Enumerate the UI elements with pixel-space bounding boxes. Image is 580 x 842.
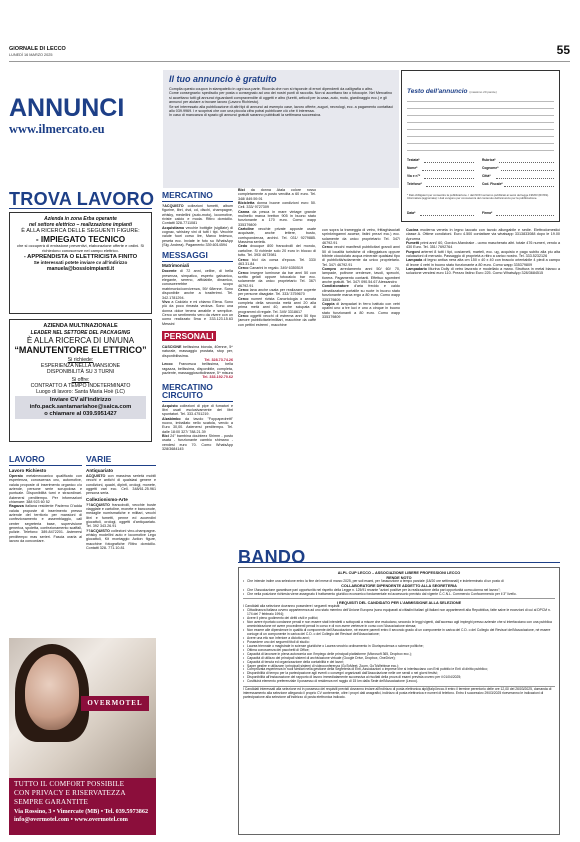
bando-req-heading: I REQUISITI DEL CANDIDATO PER L'AMMISSIONE ALLA SELEZIONE: [336, 600, 462, 605]
list-item: [406, 267, 560, 276]
list-item: [162, 345, 233, 358]
item-lead: ??ACQUISTO: [86, 528, 110, 533]
field-cognome-label: Cognome*: [482, 166, 499, 170]
personali-phone[interactable]: Tel. 328.73.74.26: [204, 357, 233, 362]
list-item: • Che nella posizione richiesta viene assegnato il trattamento giuridico economico fondamentale ed accessorio previsto dal vigente C.C.N.L. Commercio Confcommercio per il 3° livello.: [243, 593, 555, 597]
varie-subtitle: Collezionismo-Arte: [86, 496, 128, 502]
list-item: • Disponibilità di tempo per la partecipazione agli eventi o convegni organizzati dall'Associazione nelle ore serali o nei giorni festivi;: [243, 672, 555, 676]
personali-box: [162, 345, 233, 380]
list-item: [238, 201, 316, 210]
list-item: [238, 271, 316, 288]
item-text: da donna Atala colore rosso completamente a posto vendita a 60 euro. Tel. 348/ 849.59.91: [238, 188, 316, 201]
bando-intro-list: [243, 580, 555, 584]
job-ad-contact: Inviare CV all'indirizzo: [49, 397, 112, 404]
overmotel-address: Via Rossino, 3 • Vimercate (MB) • Tel. 039.5973862: [14, 808, 149, 816]
field-nome-input[interactable]: [422, 170, 474, 171]
list-item: [162, 362, 233, 375]
item-lead: Lampada: [406, 258, 423, 263]
list-item: • Capacità di lavorare in piena autonomia con l'impiego delle principali piattaforme (Microsoft 365, Dropbox ecc.);: [243, 653, 555, 657]
varie-column: [86, 454, 156, 551]
job-ad-phone[interactable]: o chiamare al 039.5951427: [44, 411, 117, 418]
overmotel-web[interactable]: info@overmotel.com • www.overmotel.com: [14, 816, 128, 824]
item-text: collezioni di pipe di fumatori e libri usati esclusivamente dei libri spuntatori. Tel. 333.4751219.: [162, 403, 233, 417]
list-item: [238, 314, 316, 327]
item-lead: Cerco: [238, 257, 249, 262]
item-text: numeri rivista Cancrtologia o annata completa della seconda metà anni 20 alla prima metà anni 40, anche sciupata di programmi di regale. Tel. 349/ 3318617: [238, 296, 317, 314]
item-text: di 72 anni, celibe, di bella presenza, simpatico, esperto galvanico, elegante, sereno, affidabile, dinamico, conosceerebbe scopo matrimonio/convivenza, 59/ 68enne. Sono disponibile anche a trasferirmi. Tel. 342.1781294.: [162, 269, 233, 300]
item-lead: Canna: [238, 209, 250, 214]
overmotel-photo: [9, 638, 156, 778]
coupon-text-line[interactable]: [407, 143, 554, 144]
bando-heading: RENDE NOTO: [386, 575, 412, 580]
annunci-banner: [9, 94, 159, 137]
overmotel-slogan: CON PRIVACY E RISERVATEZZA SEMPRE GARANTITE: [14, 788, 126, 806]
bando-req-intro: I Candidati alla selezione dovranno possedere i seguenti requisiti:: [243, 604, 341, 609]
list-item: • Comprovata esperienza in ruoli similari nella gestione della Segreteria di Enti, Associazioni o imprese che si interfacciano con Enti pubblici e Enti di diritto pubblico;: [243, 668, 555, 672]
list-item: [9, 504, 82, 543]
item-lead: Furgoni: [406, 249, 420, 254]
section-rule: [9, 465, 82, 466]
list-item: [406, 258, 560, 267]
section-rule: [9, 208, 152, 209]
list-item: [406, 228, 560, 241]
job-ad-line: AZIENDA MULTINAZIONALE: [43, 323, 118, 329]
free-ad-paragraph: In caso di mancanza di spazio gli annunci gratuiti saranno pubblicati la settimana successiva.: [169, 113, 322, 118]
field-telefono-label: Telefono*: [407, 182, 422, 186]
item-text: collezioni fumetti, album figurine, libri, dvd, cd, dischi, champagne, whisky, medellini (auto-moto), locomotive, riviste calcio e moda. Ritiro domicilio. Contatti 328-7711081: [162, 204, 233, 226]
list-item: • Cittadinanza italiana ovvero appartenenza ad uno stato membro dell'Unione Europea (sono equiparati ai cittadini italiani gli italiani non appartenenti alla Repubblica, fatte salve le eccezioni di cui al DPCM n. 174 del 7 febbraio 1994);: [243, 609, 555, 617]
item-lead: Cedo: [238, 244, 248, 249]
list-item: [162, 226, 233, 248]
field-via-label: Via e n°*: [407, 174, 421, 178]
list-item: [238, 288, 316, 297]
newspaper-name: GIORNALE DI LECCO: [9, 46, 66, 52]
coupon-word-limit: (massimo 20 parole): [469, 90, 497, 94]
list-item: • Capacità di tenuta ed organizzazione della contabilità e dei lavori;: [243, 661, 555, 665]
list-item: • Non essere alle dipendenze in qualità di componente dell'Associazione, né essere parenti entro il secondo grado di un componente in carica del C.D. o del Collegio dei Revisori dell'Associazione, né essere coniuge di un componente in carica del C.D. o del Collegio dei Revisori dell'Associazione;: [243, 629, 555, 637]
issue-date: LUNEDÌ 16 MARZO 2025: [9, 53, 53, 57]
free-ad-info-box: [163, 70, 399, 188]
field-cognome-input[interactable]: [501, 170, 554, 171]
item-text: 24" bambina doubleez Shimm - posto usata - funzionante cambio shimano - vendesi euro 70. Como WhatsApp 328/3684145: [162, 434, 234, 452]
job-ad-contact-box: [15, 396, 146, 419]
coupon-title: [407, 88, 497, 95]
field-nome-label: Nome*: [407, 166, 418, 170]
item-text: Canarini in regalo. 349/ 6350519: [249, 266, 303, 271]
job-ad-req: ESPERIENZA NELLA MANSIONE: [40, 363, 121, 370]
item-text: moderna veneta in legno laccato con tavolo allungabile e sedie. Elettrodomestici classe A. Ottime condizioni. Euro 4.500 contattare via whatsapp 3313833088 dopo le 19.00 Aprurma: [406, 228, 560, 241]
field-rubrica-label: Rubrica*: [482, 158, 496, 162]
list-item: [162, 269, 233, 299]
field-codfiscale-label: Cod. Fiscale*: [482, 182, 503, 186]
section-title-mercatino-circuito: MERCATINO CIRCUITO: [162, 381, 213, 401]
item-text: di legno antica nera alta cm 150 x 40 x 40 con braccio orientabile 4 piedi a campo di leone 4 vetri in buono stato funzionante a 80 euro. Como wapp 335379809: [406, 258, 560, 267]
item-text: vecchie private apposte usate acquisate, anche lettere, busto, corrispondenza, archivi. Tel. 031/ 9279885. Massima serietà.: [238, 227, 316, 245]
personali-phone[interactable]: Tel. 333.192.70.62: [202, 375, 233, 380]
section-title-messaggi: MESSAGGI: [162, 250, 208, 261]
item-text: d'aria freddo e caldo climatizzatore portatile su ruote in buono stato funzionante marca ergo a 80 euro. Como wapp 335379809: [322, 284, 400, 302]
coupon-text-line[interactable]: [407, 108, 554, 109]
header-divider: [9, 61, 570, 62]
list-item: [322, 245, 400, 267]
item-lead: Ragazza: [9, 504, 24, 509]
item-lead: Cerco: [238, 266, 249, 271]
item-lead: Bici: [238, 188, 245, 192]
list-item: • Laurea triennale o magistrale in scienze giuridiche o Laurea vecchio ordinamento in Giurisprudenza o scienze politiche;: [243, 645, 555, 649]
field-data-input[interactable]: [420, 215, 474, 216]
item-text: bici da corsa d'epoca. Tel. 333/ 463.31.84: [238, 257, 316, 266]
overmotel-slogan: TUTTO IL COMFORT POSSIBILE: [14, 780, 125, 788]
list-item: • Che intende indire una selezione entro la fine del mese di marzo 2025, per soli esami, per l'assunzione a tempo parziale (18/20 ore settimanali) e indeterminato di un posto di: [243, 580, 555, 584]
coupon-text-line[interactable]: [407, 101, 554, 102]
list-item: [238, 227, 316, 244]
list-item: [238, 258, 316, 267]
item-lead: Coppia: [322, 301, 335, 306]
field-via-input[interactable]: [424, 178, 474, 179]
newspaper-header: [9, 46, 66, 57]
item-lead: Cerco: [322, 245, 333, 250]
job-ad-line: Azienda in zona Erba operante: [44, 216, 117, 222]
item-lead: Condizionatore: [322, 284, 349, 289]
item-text: a Calolzio e mi chiamo Elena. Sono più da poco rimasta vedova. Sono una donna dolce tenera amabile e semplice. Cerco un sentimento vero da vivere con un uomo realizzato 5ma e 333.123.15.63 Messini: [162, 299, 233, 326]
item-text: primi anni' 60, Gordon-Mandrake - uomo mascherato altri. totale 476 numeri, vendo a 430 Euro. Tel. 351/ 7692764: [406, 241, 560, 250]
job-ad-role: “MANUTENTORE ELETTRICO”: [14, 345, 147, 355]
mercatino-column: [162, 190, 233, 451]
coupon-text-line[interactable]: [407, 136, 554, 137]
item-lead: Fumetti: [406, 241, 420, 246]
item-lead: ?ACQUISTO: [162, 204, 184, 208]
list-item: [322, 267, 400, 284]
list-item: [238, 297, 316, 314]
item-text: da tavolo "Foppapedretti" nuovo, imballato nello scatola, vendo a Euro 30,00. Astenersi perditempo. Tel. dalle 18:00 327/ 788.21.39: [162, 416, 233, 434]
list-item: • Saper gestire e utilizzare i principali sistemi di videoconferenza (GoToMeet, Zoom, GoToWebinar ecc.);: [243, 665, 555, 669]
job-ad-line: È ALLA RICERCA DI UN/UNA: [26, 335, 135, 345]
job-ad-role: - IMPIEGATO TECNICO: [35, 234, 126, 244]
item-text: con massima serietà mobili vecchi e antichi di qualsiasi genere e condizioni, quadri, dipinti, orologi, monete, oggetti vari ecc. Cell. 348/61.25.961 persona seria.: [86, 474, 156, 496]
list-item: [406, 250, 560, 259]
item-text: con sopra la trameggia di vetro, frittaghiacciati sprinkringamni accese, listini prezzi ecc.) ecc. solamente da unico proprietario Tel. 347/ 46792.91: [322, 228, 400, 246]
list-item: • Avere una età non inferiore a diciotto anni;: [243, 637, 555, 641]
item-text: vecchie bottiglie (sigillate) di cognac, whiskey vini di tutti i tipi. Vecchie valute fuori corso lire, Marco tedesco, peseta ecc. Inviate le foto su WhatsApp (Sig. Andrea). Pagamento 339.6014594: [162, 225, 233, 248]
item-text: Francesca bellissima, bella ragazza, bellissima, disponibile, completa, paziente, massaggiosottolineare, 5^ misura: [162, 362, 233, 375]
job-ad-line: LEADER NEL SETTORE DEL PACKAGING: [30, 329, 131, 336]
overmotel-ad[interactable]: [9, 638, 156, 835]
item-lead: ??ACQUISTO: [86, 502, 110, 507]
section-rule: [86, 465, 156, 466]
item-lead: Cerco: [238, 287, 249, 292]
item-text: bellissima bionda, 40enne, 5^ naturale, massaggio prostata, stop per, disponibilissima.: [162, 344, 233, 358]
section-title-bando: BANDO: [238, 547, 306, 567]
field-telefono-input[interactable]: [426, 186, 474, 187]
item-text: metalmeccanico qualificato con esperienza, conoscenza cnc, automotive, valuta proposte di inserimento organico c/o aziende, persone serie scrupolosa e puntuale. Disponibilità turni e straordinari. Astenersi perditempo. Per informazioni chiamare: 388 923 60 52: [9, 474, 82, 505]
item-lead: Lecco: [162, 362, 173, 367]
section-title-trova-lavoro: TROVA LAVORO: [9, 189, 155, 209]
item-text: francobolli, vecchie buste viaggiate e cartoline, monete e banconote, medaglie numismatiche e militari, vecchi libri e fumetti, penne ed accendini giocattoli, orologi, oggetti d'antiquariato. Tel. 392 343.26.91: [86, 502, 156, 529]
job-ad-electrical: [9, 212, 152, 314]
model-face: [25, 654, 79, 730]
coupon-text-line[interactable]: [407, 115, 554, 116]
job-ad-offer-title: Si offre:: [71, 376, 90, 383]
annunci-url[interactable]: www.ilmercato.eu: [9, 122, 105, 136]
free-ad-paragraph: Compila questo coupon in stampatello in ogni sua parte. Ricorda che non si risponde di errori dipendenti da calligrafia o altro.: [169, 87, 374, 91]
section-title-varie: VARIE: [86, 454, 112, 464]
mercatino-column-4: [322, 228, 400, 319]
item-text: Murina Dolly di vetro lavorato e modellato a mano. Struttura in metal bianco a soluzione vendesi euro 110. Prezzo listino Euro 225. Como WhatsApp 328/3684515: [406, 267, 560, 276]
field-citta-label: Città*: [482, 174, 491, 178]
list-item: [86, 529, 156, 551]
job-ad-req: DISPONIBILITÀ SU 3 TURNI: [46, 369, 115, 376]
ad-coupon-form: [401, 70, 560, 222]
item-text: lana anche usata per realizzare coperte per persone disagiate. Tel. 333/ 3759670: [238, 287, 317, 297]
field-rubrica-input[interactable]: [499, 162, 554, 163]
list-item: • Avere il pieno godimento dei diritti civili e politici;: [243, 617, 555, 621]
list-item: • Che l'Associazione garantisce pari opportunità nel rispetto della Legge n. 125/91 recante "azioni positive per la realizzazione della pari opportunità uomo-donna nel lavoro";: [243, 589, 555, 593]
messaggi-subtitle: Matrimoniali: [162, 263, 190, 269]
item-lead: Alzabimbo: [162, 416, 181, 421]
list-item: • Possedere uno dei seguenti titoli di studio:: [243, 641, 555, 645]
list-item: • Ottima conoscenza del pacchetti di Office;: [243, 649, 555, 653]
annunci-title: ANNUNCI: [9, 94, 125, 122]
list-item: • Capacità di utilizzo dei principali sistemi di archiviazione virtuale (Google Drive, Dropbox, OneDrive);: [243, 657, 555, 661]
item-text: arredamento anni 50/ 60/ 70, lampade, poltrone credenze, tavoli, specchi, tiorera. Pagamento contanti. Effettuo sgomberi anche gratuiti. Tel. 347/ 090.54.67 Alessandro: [322, 267, 400, 285]
item-lead: Lampadario: [406, 267, 427, 272]
list-item: [238, 188, 316, 201]
item-text: vecchi manifesti pubblicitari grandi anni 50 di località turistiche di villeggiatura oppure bibinte ciocciolato acqua minerale qualsiasi tipo di pubblicità/solamente da unico proprietario. Tel. 347/ 46792.91: [322, 245, 400, 267]
item-lead: Acquisto: [162, 403, 178, 408]
item-text: insegne luminose da bar anni 50 con scritto gelati oppure totocalcio bar ecc. solamente da unico proprietario Tel. 367/ 46792.91: [238, 270, 316, 288]
item-text: da pesca in mare vintage grande mulinello marca bretton 905 in buono stato funzionante a 170 euro. Como wapp 335379809: [238, 209, 316, 227]
item-lead: Vivo: [162, 299, 170, 304]
item-lead: ACQUISTO: [86, 474, 106, 478]
varie-subtitle: Antiquariato: [86, 468, 114, 473]
field-testata-input[interactable]: [424, 162, 474, 163]
list-item: [238, 244, 316, 257]
job-ad-line: che si occuperà di emissione preventivi, elaborazione offerte e ordini. Si richiedono conoscenze nel campo elettrico.: [16, 243, 145, 253]
item-lead: Compro: [322, 267, 337, 272]
job-ad-line: nel settore elettrico – realizzazione impianti: [28, 222, 133, 228]
list-item: [162, 300, 233, 326]
field-firma-input[interactable]: [496, 215, 554, 216]
job-ad-offer: Luogo di lavoro: Santa Maria Hoè (LC): [36, 389, 125, 396]
list-item: • Costituirà elemento preferenziale il possesso di residenza nel raggio di 15 km dalla Sede dell'Associazione (Lecco).: [243, 680, 555, 684]
list-item: [322, 228, 400, 245]
item-lead: Bicicletta: [238, 201, 255, 206]
list-item: • Non avere riportato condanne penali e non essere stati interdetti o sottoposti a misure che escludano, secondo le leggi vigenti, dall'accesso agli impieghi presso aziende che si interfacciano con una pubblica amministrazione né avere procedimenti penali in corso e di non avere vertenze in corso con l'Associazione stessa;: [243, 621, 555, 629]
item-text: italiana residente Paderno D'adda valuta proposte di inserimento presso aziende del territorio per mansioni di confezionamento e assemblaggio, call center segreteria base, supervisione generica, spoletta, confezionamento scaffali, pulizie. Telefono: 389-8472201. Astenersi perditempo mas serieri. Fascia oraria al lavoro da concordare.: [9, 504, 82, 544]
coupon-text-line[interactable]: [407, 150, 554, 151]
job-ad-role: - APPRENDISTA O ELETTRICISTA FINITO: [23, 253, 138, 260]
page-number: 55: [556, 43, 570, 57]
bando-heading: ALPL CUP LECCO – ASSOCIAZIONE LIBERE PROFESSIONI LECCO: [337, 571, 461, 575]
item-lead: Bici: [162, 434, 169, 439]
list-item: [162, 417, 233, 434]
bando-intro-list: [243, 589, 555, 597]
section-rule: [238, 562, 560, 563]
list-item: • Disponibilità all'instaurazione del rapporto di lavoro immediatamente successiva ai risultati della prova di esami prevista ovvero per il 01/04/2025;: [243, 676, 555, 680]
job-ad-email[interactable]: manuela@bossioimpianti.it: [46, 266, 115, 273]
field-citta-input[interactable]: [496, 178, 554, 179]
job-ad-line: Se interessati potete inviare cv all'indirizzo: [33, 260, 128, 266]
item-lead: Acquistiamo: [162, 225, 185, 230]
overmotel-text: [9, 780, 156, 824]
job-ad-packaging: [9, 319, 152, 442]
coupon-text-line[interactable]: [407, 122, 554, 123]
field-data-label: Data*: [407, 211, 416, 215]
section-title-lavoro: LAVORO: [9, 454, 45, 464]
mercatino-column-5: [406, 228, 560, 276]
free-ad-title: Il tuo annuncio è gratuito: [169, 74, 277, 84]
item-lead: Cucina: [406, 228, 419, 232]
list-item: [162, 204, 233, 226]
bando-divider: [243, 598, 555, 599]
list-item: [86, 503, 156, 529]
item-lead: Docente: [162, 269, 177, 274]
section-title-personali: PERSONALI: [164, 330, 214, 341]
bando-closing: I Candidati interessati alla selezione ed in possesso dei requisiti previsti dovranno inviare all'indirizzo di posta elettronica alpl@alpl.lecco.it entro il termine perentorio delle ore 12,00 del 26/03/2025, domanda di interessamento alla selezione allegando il proprio CV contenente, oltre i propri dati anagrafici, indirizzo di posta elettronica e numeri di telefono. Entro il successivo 29/03/2025 riceveranno le indicazioni di partecipazione alla selezione all'indirizzo di posta elettronica indicato.: [243, 687, 552, 700]
coupon-title-text: Testo dell'annuncio: [407, 88, 468, 95]
list-item: [162, 404, 233, 417]
item-text: oggetti vecchi di estrema anni 50 tipo (amore pubblicitarie/militari, macchine da caffè con pettini estremi , macchine: [238, 313, 316, 327]
item-text: collezioni vino-champagne-whisky modellini auto e locomotive Lego giocattoli, Kit montaggio Action figure, macchine fotografiche Ritiro domicilio. Contatti 328- 771.10.81: [86, 528, 156, 551]
mercatino-column-3: [238, 188, 316, 327]
job-ad-req-title: Si richiede:: [67, 357, 94, 363]
section-rule: [162, 261, 233, 262]
item-lead: Cartoline: [238, 227, 254, 232]
list-item: [322, 284, 400, 301]
bando-req-list: [243, 609, 555, 684]
coupon-text-line[interactable]: [407, 129, 554, 130]
job-ad-offer: CONTRATTO A TEMPO INDETERMINATO: [30, 382, 131, 389]
field-firma-label: Firma*: [482, 211, 493, 215]
free-ad-body: [169, 87, 393, 118]
lavoro-column: [9, 454, 82, 544]
lavoro-subtitle: Lavoro Richiesto: [9, 468, 47, 473]
item-lead: Operaio: [9, 474, 23, 478]
list-item: [406, 241, 560, 250]
list-item: [238, 210, 316, 227]
job-ad-line: È ALLA RICERCA DELLE SEGUENTI FIGURE:: [21, 228, 140, 234]
item-text: dvuuque 800 francobolli del mondo, cartoline. Si richiede solo 20 euro in blocco di tutto. Tel. 393/ 4673981: [238, 244, 316, 258]
field-codfiscale-input[interactable]: [504, 186, 554, 187]
item-lead: CASCIONE: [162, 344, 182, 349]
section-title-mercatino: MERCATINO: [162, 190, 213, 200]
item-lead: Cerco: [238, 313, 249, 318]
field-testata-label: Testata*: [407, 158, 420, 162]
bando-notice: [238, 567, 560, 835]
section-rule: [162, 401, 233, 402]
list-item: [9, 474, 82, 504]
free-ad-paragraph: Come consegnarlo: spediscilo per posta o consegnalo ad uno dei nostri punti di raccolta. Non si accettano fax o fotocopie. Nel Mercatino si accettano tutti gli annunci riguardanti compravendite di oggetti e altro (furetti, articoli per la casa, auto, moto, giardinaggio ecc.) e gli annunci per aiutare a trovare lavoro (Lavoro Richiesto).: [169, 91, 393, 105]
item-text: di lampadari in ferro battuto con vetri opalini uno a tre luci e uno a cinque in buono stato funzionanti a 80 euro. Como wapp 335379809: [322, 301, 400, 319]
list-item: [162, 434, 233, 451]
section-rule: [162, 201, 233, 202]
free-ad-paragraph: Se sei interessato alla pubblicazione di altri tipi di annunci ad esempio case, lavoro offerte, auguri, necrologi, ecc. a pagamento contattaci allo 039.9969. I e scoprirai che con una piccola cifra potrai pubblicare ciò che ti interessa.: [169, 104, 393, 114]
job-ad-email[interactable]: info.pack.santamariahoe@saica.com: [29, 404, 132, 411]
list-item: [86, 474, 156, 496]
bando-position: COLLABORATORE DIPENDENTE ADDETTO ALLA SEGRETERIA: [341, 584, 457, 589]
item-lead: Cerco: [238, 270, 249, 275]
item-lead: Cerco: [238, 296, 249, 301]
item-text: donna buone condizioni euro 50. Cell. 333/ 9727309: [238, 201, 316, 210]
item-text: arterrei 8 tutti i tipi, cosiarneti, marteli, ecc. ug, acquisto e pago subito alla piu alta valutazioni di mercato. Passaggio di proprietà a ritiro a carico nostro. Tel. 333.5232126: [406, 249, 560, 259]
coupon-privacy-notice: * Dati obbligatori per consentire la pubblicazione. I dati NON verranno pubblicati ai sensi del legge 196/03 (ROSS). Informativa (aggiornata): i dati vengono per conoscenza del contenuto dell'annuncio per la pubblicazione.: [407, 193, 549, 201]
overmotel-logo: OVERMOTEL: [81, 696, 149, 711]
list-item: [322, 302, 400, 319]
